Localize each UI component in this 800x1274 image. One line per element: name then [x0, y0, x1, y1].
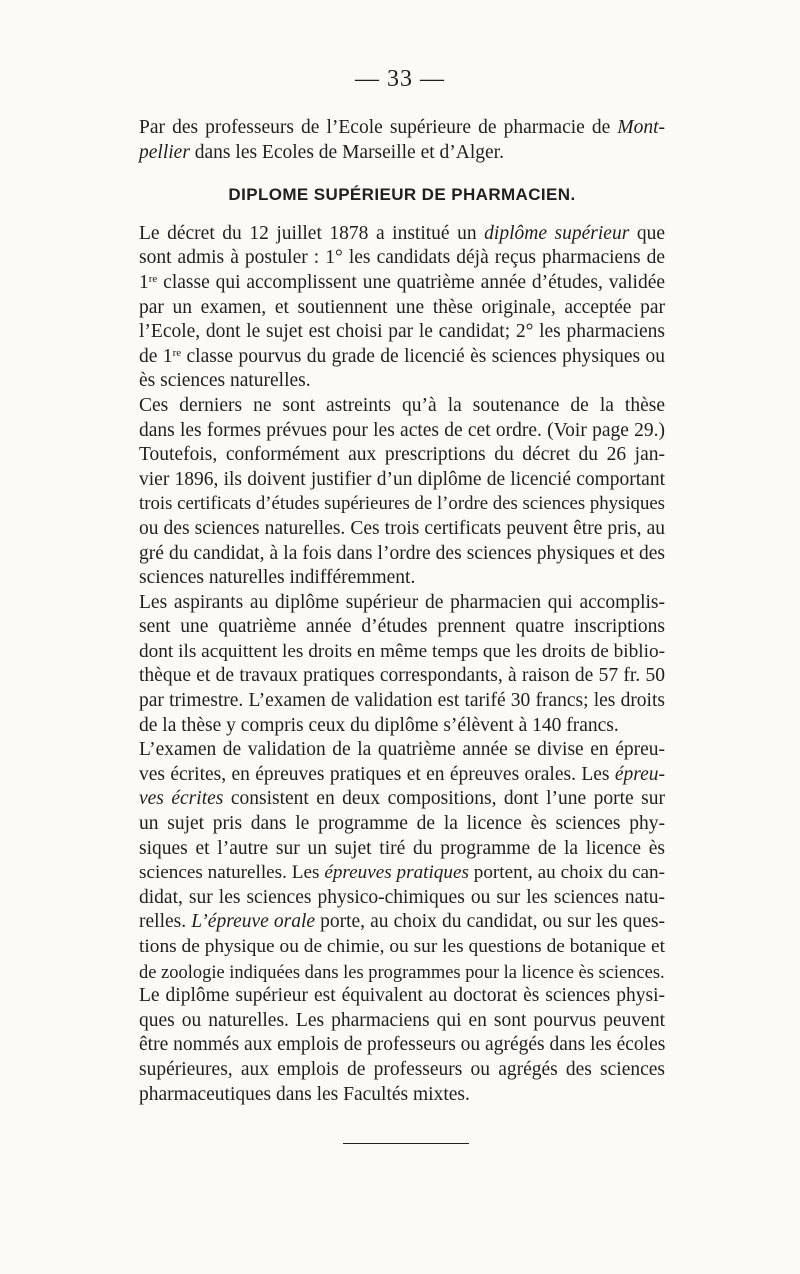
text-line: vier 1896, ils doivent justifier d’un diplôme de licencié comportant: [139, 468, 665, 490]
page-body: [139, 116, 665, 1107]
text-run: Par des professeurs de l’Ecole supérieure de pharmacie de: [139, 117, 618, 138]
text-line: [139, 222, 665, 247]
italic-run: épreuves pratiques: [324, 862, 469, 884]
text-run: classe qui accomplissent une quatrième année d’études, validée: [157, 271, 665, 293]
text-line: tions de physique ou de chimie, ou sur les questions de botanique et: [139, 936, 665, 957]
intro-paragraph: [139, 116, 665, 165]
text-run: portent, au choix du can-: [468, 862, 665, 884]
text-line: trois certificats d’études supérieures de l’ordre des sciences physiques: [139, 493, 665, 515]
text-line: sent une quatrième année d’études prennent quatre inscriptions: [139, 616, 665, 638]
text-line: Toutefois, conformément aux prescriptions du décret du 26 jan-: [139, 444, 665, 466]
text-line: [139, 861, 665, 886]
text-line: l’Ecole, dont le sujet est choisi par le candidat; 2° les pharmaciens: [139, 321, 665, 343]
text-line: supérieures, aux emplois de professeurs ou agrégés des sciences: [139, 1058, 665, 1080]
section-heading: DIPLOME SUPÉRIEUR DE PHARMACIEN.: [228, 185, 576, 205]
text-run: relles.: [139, 911, 192, 933]
text-line: de la thèse y compris ceux du diplôme s’élèvent à 140 francs.: [139, 714, 619, 736]
text-line: par un examen, et soutiennent une thèse originale, acceptée par: [139, 296, 665, 318]
paragraph-4: [139, 738, 665, 984]
text-line: Ces derniers ne sont astreints qu’à la soutenance de la thèse: [139, 394, 665, 416]
text-line: ès sciences naturelles.: [139, 370, 311, 392]
text-run: 1: [139, 271, 149, 293]
text-line: pharmaceutiques dans les Facultés mixtes.: [139, 1083, 470, 1105]
text-line: ques ou naturelles. Les pharmaciens qui en sont pourvus peuvent: [139, 1009, 665, 1031]
text-line: didat, sur les sciences physico-chimiques ou sur les sciences natu-: [139, 886, 665, 908]
text-line: de zoologie indiquées dans les programmes pour la licence ès sciences.: [139, 961, 665, 982]
end-rule: [343, 1143, 469, 1144]
text-run: Le décret du 12 juillet 1878 a institué un: [139, 222, 485, 244]
italic-run: L’épreuve orale: [191, 911, 316, 933]
superscript: re: [148, 272, 158, 285]
italic-run: Mont-: [617, 117, 665, 138]
paragraph-3: [139, 591, 665, 739]
text-line: [139, 271, 665, 296]
italic-run: ves écrites: [139, 788, 224, 810]
text-line: [139, 141, 665, 166]
text-line: par trimestre. L’examen de validation est tarifé 30 francs; les droits: [139, 690, 665, 712]
text-line: thèque et de travaux pratiques correspondants, à raison de 57 fr. 50: [139, 665, 665, 687]
text-run: porte, au choix du candidat, ou sur les ques-: [315, 911, 666, 933]
text-line: [139, 763, 665, 788]
italic-run: épreu-: [614, 763, 665, 785]
text-line: siques et l’autre sur un sujet tiré du programme de la licence ès: [139, 837, 665, 859]
text-line: un sujet pris dans le programme de la licence ès sciences phy-: [139, 813, 665, 835]
text-line: [139, 345, 665, 370]
text-line: Les aspirants au diplôme supérieur de pharmacien qui accomplis-: [139, 591, 665, 613]
text-line: dont ils acquittent les droits en même temps que les droits de biblio-: [139, 640, 665, 662]
text-run: de 1: [139, 345, 173, 367]
text-run: dans les Ecoles de Marseille et d’Alger.: [189, 141, 504, 163]
text-line: [139, 787, 665, 812]
text-line: L’examen de validation de la quatrième année se divise en épreu-: [139, 739, 665, 761]
paragraph-2: [139, 394, 665, 591]
text-run: que: [629, 222, 665, 244]
text-line: sont admis à postuler : 1° les candidats déjà reçus pharmaciens de: [139, 247, 665, 269]
text-line: gré du candidat, à la fois dans l’ordre des sciences physiques et des: [139, 542, 665, 564]
italic-run: pellier: [139, 141, 190, 163]
text-run: classe pourvus du grade de licencié ès sciences physiques ou: [181, 345, 666, 367]
text-run: consistent en deux compositions, dont l’une porte sur: [223, 788, 665, 810]
text-line: sciences naturelles indifféremment.: [139, 567, 416, 589]
page-number: — 33 —: [355, 66, 445, 92]
text-line: être nommés aux emplois de professeurs ou agrégés dans les écoles: [139, 1034, 666, 1056]
italic-run: diplôme supérieur: [484, 222, 630, 244]
paragraph-1: [139, 222, 665, 394]
text-line: Le diplôme supérieur est équivalent au doctorat ès sciences physi-: [139, 985, 665, 1007]
text-run: sciences naturelles. Les: [139, 862, 325, 884]
text-line: dans les formes prévues pour les actes de cet ordre. (Voir page 29.): [139, 419, 665, 441]
text-line: [139, 910, 665, 935]
superscript: re: [172, 346, 182, 359]
text-line: ou des sciences naturelles. Ces trois certificats peuvent être pris, au: [139, 517, 665, 539]
text-line: [139, 116, 665, 141]
text-run: ves écrites, en épreuves pratiques et en épreuves orales. Les: [139, 763, 615, 785]
paragraph-5: [139, 984, 665, 1107]
